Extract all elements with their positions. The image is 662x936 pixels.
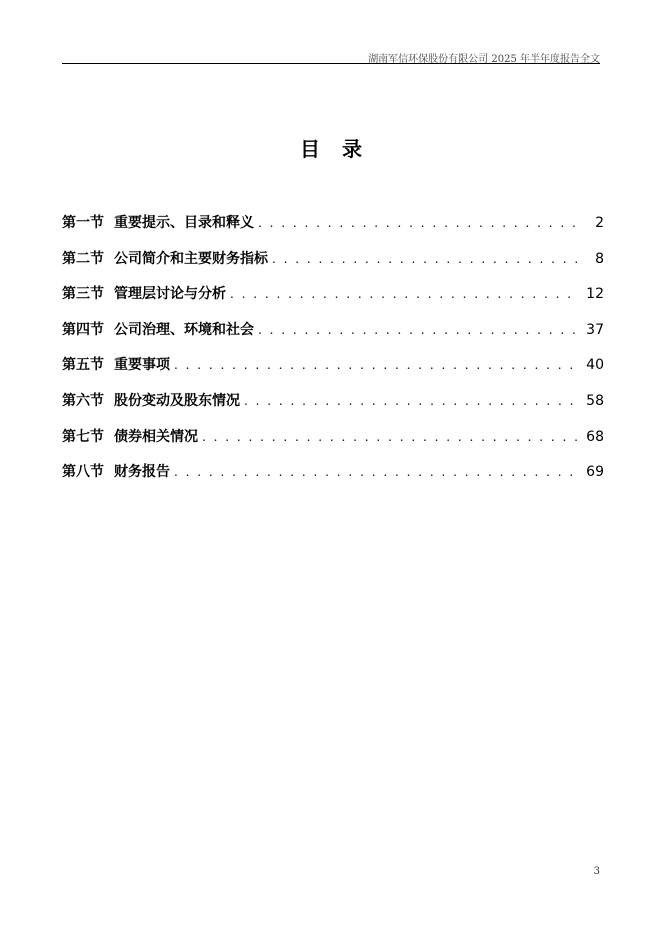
toc-section-number: 第七节 xyxy=(62,428,104,445)
toc-section-title: 公司简介和主要财务指标 xyxy=(114,250,268,267)
toc-leader-dots xyxy=(272,252,580,266)
toc-page-number: 69 xyxy=(586,464,604,481)
toc-leader-dots xyxy=(258,216,580,230)
header-divider xyxy=(62,63,600,64)
toc-leader-dots xyxy=(174,358,580,372)
toc-page-number: 12 xyxy=(586,286,604,303)
toc-entry[interactable] xyxy=(62,461,604,497)
toc-entry[interactable] xyxy=(62,354,604,390)
toc-section-title: 财务报告 xyxy=(114,464,170,481)
toc-entry[interactable] xyxy=(62,283,604,319)
toc-section-title: 股份变动及股东情况 xyxy=(114,392,240,409)
toc-entry[interactable] xyxy=(62,319,604,355)
toc-section-number: 第四节 xyxy=(62,321,104,338)
toc-section-number: 第六节 xyxy=(62,392,104,409)
toc-entry[interactable] xyxy=(62,426,604,462)
toc-page-number: 40 xyxy=(586,357,604,374)
toc-page-number: 37 xyxy=(586,321,604,338)
toc-page-number: 8 xyxy=(595,250,604,267)
toc-page-number: 2 xyxy=(595,215,604,231)
toc-entry[interactable] xyxy=(62,248,604,284)
toc-entry[interactable] xyxy=(62,390,604,426)
toc-section-title: 重要提示、目录和释义 xyxy=(114,215,254,231)
toc-list xyxy=(62,212,604,497)
toc-section-number: 第三节 xyxy=(62,286,104,303)
toc-leader-dots xyxy=(258,323,580,337)
toc-leader-dots xyxy=(202,430,580,444)
toc-leader-dots xyxy=(230,287,580,301)
toc-section-title: 管理层讨论与分析 xyxy=(114,286,226,303)
toc-section-title: 公司治理、环境和社会 xyxy=(114,321,254,338)
toc-section-title: 债券相关情况 xyxy=(114,428,198,445)
page-number: 3 xyxy=(593,866,600,877)
toc-leader-dots xyxy=(244,394,580,408)
toc-section-number: 第一节 xyxy=(62,215,104,231)
toc-page-number: 68 xyxy=(586,428,604,445)
toc-entry[interactable] xyxy=(62,212,604,248)
toc-title: 目录 xyxy=(300,137,384,161)
toc-section-number: 第五节 xyxy=(62,357,104,374)
toc-leader-dots xyxy=(174,465,580,479)
toc-section-title: 重要事项 xyxy=(114,357,170,374)
toc-section-number: 第八节 xyxy=(62,464,104,481)
toc-section-number: 第二节 xyxy=(62,250,104,267)
running-header: 湖南军信环保股份有限公司 2025 年半年度报告全文 xyxy=(368,54,600,65)
toc-page-number: 58 xyxy=(586,392,604,409)
